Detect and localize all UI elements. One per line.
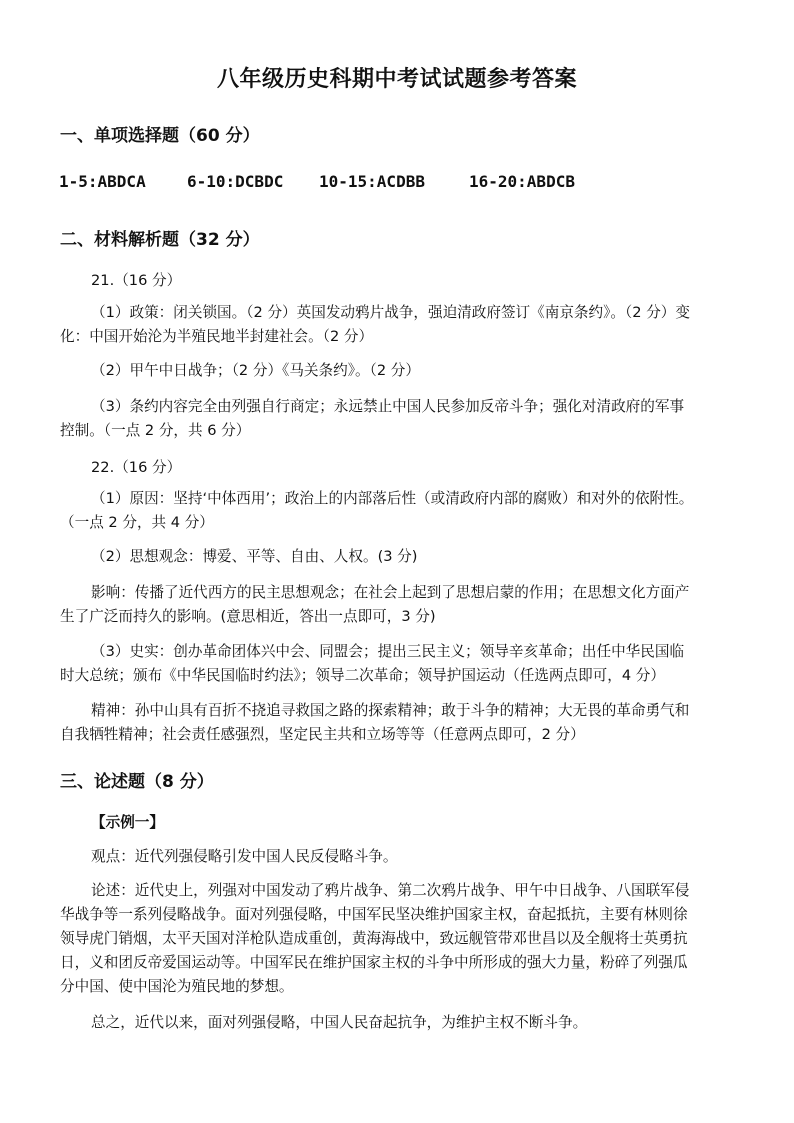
answer-group-1: 1-5:ABDCA [59, 172, 146, 191]
argument-line3: 领导虎门销烟，太平天国对洋枪队造成重创，黄海海战中，致远舰管带邓世昌以及全舰将士英勇抗 [60, 930, 688, 947]
question-22-label: 22.（16 分） [91, 459, 182, 476]
argument-line5: 分中国、使中国沦为殖民地的梦想。 [60, 978, 294, 995]
viewpoint: 观点：近代列强侵略引发中国人民反侵略斗争。 [91, 848, 398, 865]
q22-part2: （2）思想观念：博爱、平等、自由、人权。(3 分) [91, 548, 418, 565]
conclusion: 总之，近代以来，面对列强侵略，中国人民奋起抗争，为维护主权不断斗争。 [91, 1014, 588, 1031]
argument-line4: 日，义和团反帝爱国运动等。中国军民在维护国家主权的斗争中所形成的强大力量，粉碎了列强瓜 [60, 954, 688, 971]
q21-part2: （2）甲午中日战争；（2 分）《马关条约》。（2 分） [91, 362, 420, 379]
q21-part3-line2: 控制。（一点 2 分，共 6 分） [60, 422, 251, 439]
answer-group-2: 6-10:DCBDC [187, 172, 284, 191]
q21-part1-line1: （1）政策：闭关锁国。（2 分）英国发动鸦片战争，强迫清政府签订《南京条约》。（2 分）变 [91, 304, 690, 321]
argument-line1: 论述：近代史上，列强对中国发动了鸦片战争、第二次鸦片战争、甲午中日战争、八国联军侵 [91, 882, 690, 899]
argument-line2: 华战争等一系列侵略战争。面对列强侵略，中国军民坚决维护国家主权，奋起抵抗，主要有林则徐 [60, 906, 688, 923]
section-2-heading: 二、材料解析题（32 分） [60, 230, 260, 250]
example-label: 【示例一】 [91, 814, 164, 831]
section-3-heading: 三、论述题（8 分） [60, 772, 214, 792]
page-title: 八年级历史科期中考试试题参考答案 [216, 67, 577, 92]
section-1-heading: 一、单项选择题（60 分） [60, 126, 260, 146]
answer-group-4: 16-20:ABDCB [469, 172, 575, 191]
q22-part2-influence-line1: 影响：传播了近代西方的民主思想观念；在社会上起到了思想启蒙的作用；在思想文化方面产 [91, 584, 690, 601]
q22-spirit-line1: 精神：孙中山具有百折不挠追寻救国之路的探索精神；敢于斗争的精神；大无畏的革命勇气和 [91, 702, 690, 719]
answer-group-3: 10-15:ACDBB [319, 172, 425, 191]
q22-part1-line2: （一点 2 分，共 4 分） [60, 514, 214, 531]
q22-spirit-line2: 自我牺牲精神；社会责任感强烈，坚定民主共和立场等等（任意两点即可，2 分） [60, 726, 585, 743]
q22-part3-line1: （3）史实：创办革命团体兴中会、同盟会；提出三民主义；领导辛亥革命；出任中华民国临 [91, 643, 685, 660]
q22-part3-line2: 时大总统；颁布《中华民国临时约法》；领导二次革命；领导护国运动（任选两点即可，4 分） [60, 667, 665, 684]
question-21-label: 21.（16 分） [91, 272, 182, 289]
q21-part1-line2: 化：中国开始沦为半殖民地半封建社会。（2 分） [60, 328, 374, 345]
q22-part1-line1: （1）原因：坚持‘中体西用’；政治上的内部落后性（或清政府内部的腐败）和对外的依附性。 [91, 490, 694, 507]
q22-part2-influence-line2: 生了广泛而持久的影响。(意思相近，答出一点即可，3 分) [60, 608, 436, 625]
q21-part3-line1: （3）条约内容完全由列强自行商定；永远禁止中国人民参加反帝斗争；强化对清政府的军事 [91, 398, 685, 415]
